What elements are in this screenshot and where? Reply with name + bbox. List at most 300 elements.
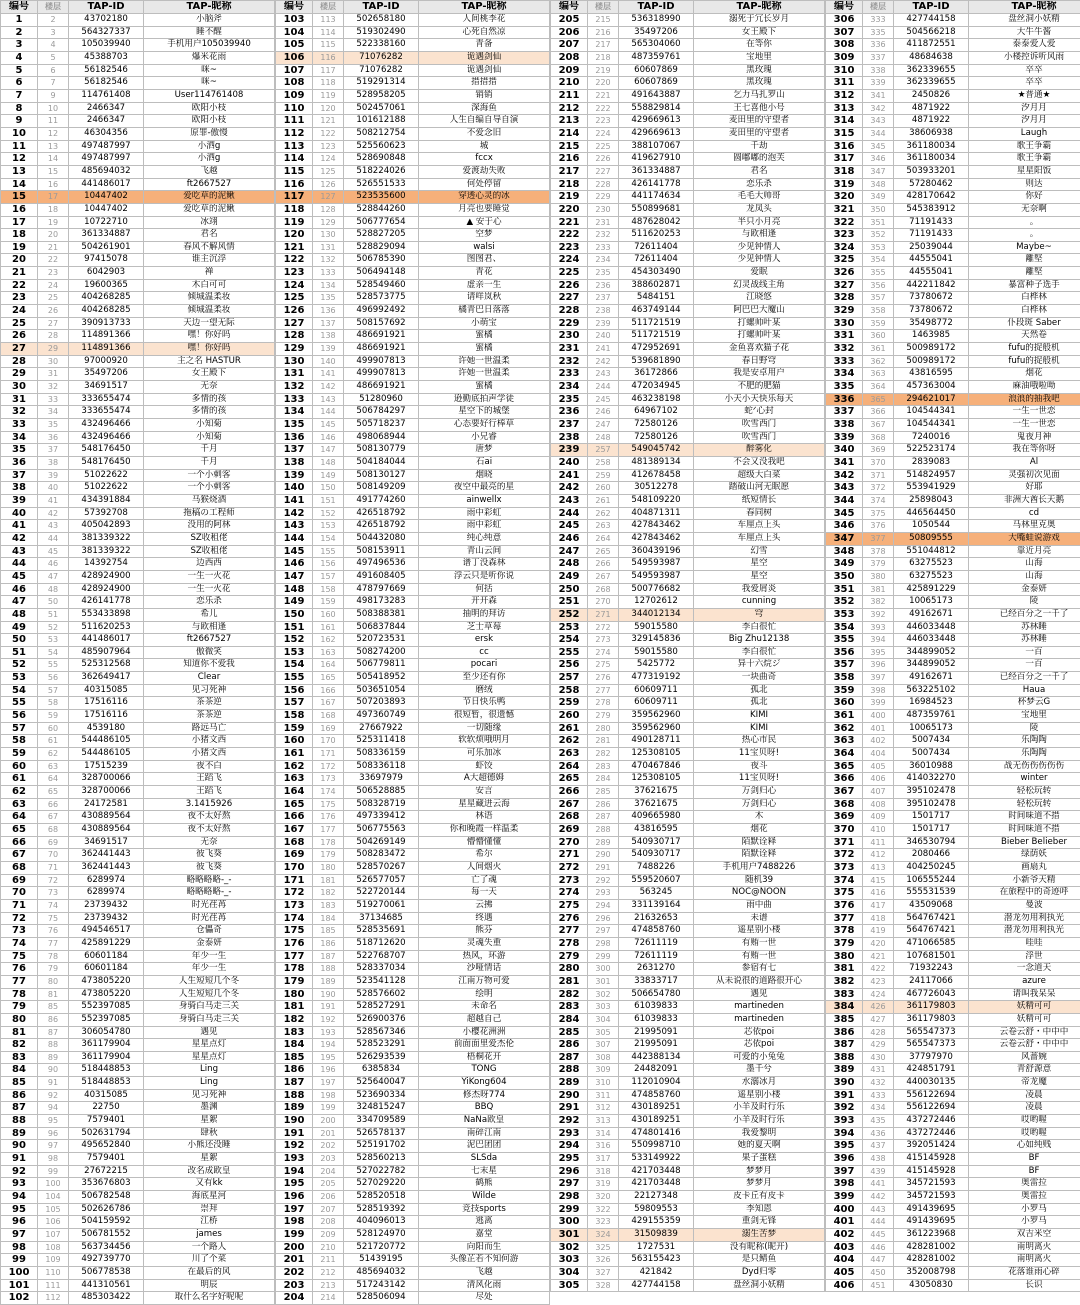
table-row xyxy=(1,1279,275,1292)
cell-floor: 445 xyxy=(863,1229,894,1242)
cell-floor: 145 xyxy=(313,419,344,432)
table-row xyxy=(276,229,550,242)
cell-nickname: 幻灵战线主角 xyxy=(694,279,825,292)
cell-floor: 439 xyxy=(863,1165,894,1178)
cell-tap-id: 17516116 xyxy=(69,710,144,723)
cell-number: 177 xyxy=(276,950,313,963)
cell-number: 333 xyxy=(826,355,863,368)
cell-floor: 299 xyxy=(588,950,619,963)
header-floor: 楼层 xyxy=(588,1,619,14)
cell-nickname: 飞越 xyxy=(144,165,275,178)
cell-number: 402 xyxy=(826,1229,863,1242)
table-row xyxy=(551,381,825,394)
cell-tap-id: 56182546 xyxy=(69,64,144,77)
cell-floor: 18 xyxy=(38,203,69,216)
cell-tap-id: 485694032 xyxy=(344,1266,419,1279)
cell-tap-id: 446564450 xyxy=(894,507,969,520)
cell-number: 271 xyxy=(551,849,588,862)
cell-floor: 59 xyxy=(38,710,69,723)
table-row xyxy=(551,583,825,596)
cell-tap-id: 486691921 xyxy=(344,381,419,394)
cell-number: 108 xyxy=(276,77,313,90)
cell-number: 348 xyxy=(826,545,863,558)
table-row xyxy=(826,317,1080,330)
cell-floor: 234 xyxy=(588,254,619,267)
cell-number: 291 xyxy=(551,1102,588,1115)
cell-number: 263 xyxy=(551,748,588,761)
cell-number: 41 xyxy=(1,520,38,533)
cell-nickname: 手机用户105039940 xyxy=(144,39,275,52)
cell-number: 388 xyxy=(826,1051,863,1064)
cell-nickname: 亡了魂 xyxy=(419,874,550,887)
cell-nickname: 明辰 xyxy=(144,1279,275,1292)
cell-number: 252 xyxy=(551,608,588,621)
cell-nickname: 圆嘟嘟的泡芙 xyxy=(694,153,825,166)
cell-nickname: 许她一世温柔 xyxy=(419,368,550,381)
cell-tap-id: 430189251 xyxy=(619,1102,694,1115)
cell-nickname: 星星阳饭 xyxy=(969,165,1080,178)
cell-floor: 168 xyxy=(313,710,344,723)
cell-number: 47 xyxy=(1,596,38,609)
cell-number: 242 xyxy=(551,482,588,495)
table-row xyxy=(1,735,275,748)
cell-nickname: SZ收租佬 xyxy=(144,545,275,558)
cell-number: 180 xyxy=(276,988,313,1001)
cell-floor: 46 xyxy=(38,558,69,571)
cell-nickname: TONG xyxy=(419,1064,550,1077)
cell-tap-id: 395102478 xyxy=(894,786,969,799)
cell-tap-id: 518224026 xyxy=(344,165,419,178)
cell-floor: 286 xyxy=(588,798,619,811)
cell-number: 378 xyxy=(826,925,863,938)
cell-nickname: 潜龙勿用利执光 xyxy=(969,925,1080,938)
table-row xyxy=(551,1077,825,1090)
cell-number: 223 xyxy=(551,241,588,254)
cell-tap-id: 528124970 xyxy=(344,1229,419,1242)
cell-number: 137 xyxy=(276,444,313,457)
cell-nickname: 至少还有你 xyxy=(419,672,550,685)
cell-nickname: 天然卷 xyxy=(969,330,1080,343)
cell-nickname: 乐陶陶 xyxy=(969,748,1080,761)
cell-tap-id: 499907813 xyxy=(344,368,419,381)
table-row xyxy=(551,165,825,178)
cell-nickname: 睡不醒 xyxy=(144,26,275,39)
cell-nickname: 雨中彩虹 xyxy=(419,520,550,533)
cell-number: 29 xyxy=(1,368,38,381)
cell-floor: 238 xyxy=(588,305,619,318)
cell-number: 135 xyxy=(276,419,313,432)
table-row xyxy=(826,507,1080,520)
table-row xyxy=(551,1026,825,1039)
cell-tap-id: 361223968 xyxy=(894,1229,969,1242)
cell-number: 321 xyxy=(826,203,863,216)
table-row xyxy=(276,115,550,128)
cell-number: 314 xyxy=(826,115,863,128)
cell-floor: 399 xyxy=(863,697,894,710)
cell-nickname: 孤北 xyxy=(694,697,825,710)
table-row xyxy=(1,51,275,64)
cell-tap-id: 24117066 xyxy=(894,975,969,988)
cell-nickname: 一生一火花 xyxy=(144,583,275,596)
cell-nickname: 许她一世温柔 xyxy=(419,355,550,368)
cell-tap-id: 540930717 xyxy=(619,836,694,849)
table-row xyxy=(551,1013,825,1026)
cell-number: 65 xyxy=(1,824,38,837)
cell-nickname: 绘明 xyxy=(419,988,550,1001)
cell-number: 286 xyxy=(551,1039,588,1052)
cell-floor: 420 xyxy=(863,937,894,950)
cell-number: 183 xyxy=(276,1026,313,1039)
cell-nickname: 销销 xyxy=(419,89,550,102)
cell-nickname: 星絮 xyxy=(144,1115,275,1128)
cell-tap-id: 440030135 xyxy=(894,1077,969,1090)
cell-floor: 367 xyxy=(863,419,894,432)
cell-tap-id: 60607869 xyxy=(619,77,694,90)
cell-tap-id: 361334887 xyxy=(69,229,144,242)
cell-number: 213 xyxy=(551,115,588,128)
cell-tap-id: 97000920 xyxy=(69,355,144,368)
table-row xyxy=(826,975,1080,988)
cell-number: 264 xyxy=(551,760,588,773)
table-row xyxy=(551,393,825,406)
cell-number: 389 xyxy=(826,1064,863,1077)
cell-floor: 113 xyxy=(313,14,344,27)
cell-tap-id: 60601184 xyxy=(69,963,144,976)
cell-floor: 202 xyxy=(313,1140,344,1153)
cell-tap-id: 428281002 xyxy=(894,1241,969,1254)
cell-tap-id: 506775563 xyxy=(344,824,419,837)
cell-nickname: 金泰妍 xyxy=(144,937,275,950)
table-row xyxy=(551,140,825,153)
cell-nickname: 双吉米空 xyxy=(969,1229,1080,1242)
cell-number: 396 xyxy=(826,1153,863,1166)
cell-nickname: BBQ xyxy=(419,1102,550,1115)
cell-tap-id: 421703448 xyxy=(619,1178,694,1191)
table-row xyxy=(276,305,550,318)
cell-tap-id: 361179904 xyxy=(69,1051,144,1064)
cell-tap-id: 478797669 xyxy=(344,583,419,596)
cell-tap-id: 37134685 xyxy=(344,912,419,925)
cell-floor: 133 xyxy=(313,267,344,280)
cell-number: 89 xyxy=(1,1127,38,1140)
cell-nickname: 仓儡奇 xyxy=(144,925,275,938)
table-row xyxy=(551,343,825,356)
table-row xyxy=(551,532,825,545)
cell-tap-id: 506781552 xyxy=(69,1229,144,1242)
table-row xyxy=(551,406,825,419)
cell-nickname: 禅 xyxy=(144,267,275,280)
cell-number: 266 xyxy=(551,786,588,799)
cell-floor: 281 xyxy=(588,735,619,748)
table-row xyxy=(1,203,275,216)
cell-tap-id: 404268285 xyxy=(69,305,144,318)
cell-nickname: 安言 xyxy=(419,786,550,799)
cell-floor: 160 xyxy=(313,608,344,621)
cell-number: 376 xyxy=(826,899,863,912)
cell-nickname: 盘丝洞小妖精 xyxy=(694,1279,825,1292)
table-row xyxy=(826,520,1080,533)
table-row xyxy=(826,77,1080,90)
cell-number: 256 xyxy=(551,659,588,672)
table-row xyxy=(551,988,825,1001)
cell-number: 316 xyxy=(826,140,863,153)
cell-number: 234 xyxy=(551,381,588,394)
cell-nickname: 果子蛋糕 xyxy=(694,1153,825,1166)
cell-floor: 14 xyxy=(38,153,69,166)
table-row xyxy=(826,925,1080,938)
cell-nickname: 王蹈飞 xyxy=(144,773,275,786)
cell-tap-id: 57392708 xyxy=(69,507,144,520)
header-floor: 楼层 xyxy=(863,1,894,14)
cell-nickname: 小羊及时行乐 xyxy=(694,1102,825,1115)
cell-tap-id: 59015580 xyxy=(619,646,694,659)
cell-tap-id: 51280960 xyxy=(344,393,419,406)
cell-tap-id: 564327337 xyxy=(69,26,144,39)
cell-tap-id: 6042903 xyxy=(69,267,144,280)
cell-number: 381 xyxy=(826,963,863,976)
cell-number: 392 xyxy=(826,1102,863,1115)
cell-floor: 39 xyxy=(38,469,69,482)
cell-nickname: 虚亲一生 xyxy=(419,279,550,292)
cell-number: 259 xyxy=(551,697,588,710)
cell-tap-id: 37621675 xyxy=(619,786,694,799)
table-row xyxy=(551,317,825,330)
cell-number: 300 xyxy=(551,1216,588,1229)
table-row xyxy=(276,1203,550,1216)
cell-number: 112 xyxy=(276,127,313,140)
cell-nickname: 逃离 xyxy=(419,1216,550,1229)
cell-nickname: 逊勤底拍声学徒 xyxy=(419,393,550,406)
table-row xyxy=(1,1026,275,1039)
table-row xyxy=(1,279,275,292)
cell-floor: 109 xyxy=(38,1254,69,1267)
cell-number: 111 xyxy=(276,115,313,128)
cell-floor: 311 xyxy=(588,1089,619,1102)
cell-tap-id: 427843462 xyxy=(619,532,694,545)
cell-floor: 88 xyxy=(38,1039,69,1052)
cell-number: 237 xyxy=(551,419,588,432)
cell-nickname: 拖稿の工程师 xyxy=(144,507,275,520)
cell-floor: 231 xyxy=(588,216,619,229)
cell-tap-id: 492739770 xyxy=(69,1254,144,1267)
table-row xyxy=(826,748,1080,761)
table-row xyxy=(551,153,825,166)
table-row xyxy=(551,836,825,849)
cell-floor: 47 xyxy=(38,570,69,583)
cell-number: 161 xyxy=(276,748,313,761)
cell-nickname: 城 xyxy=(419,140,550,153)
cell-nickname: 麦田里的守望者 xyxy=(694,115,825,128)
cell-number: 131 xyxy=(276,368,313,381)
cell-floor: 96 xyxy=(38,1127,69,1140)
cell-nickname: 没用的阿林 xyxy=(144,520,275,533)
cell-tap-id: 506779811 xyxy=(344,659,419,672)
cell-number: 139 xyxy=(276,469,313,482)
cell-number: 301 xyxy=(551,1229,588,1242)
cell-nickname: 灵强初次见面 xyxy=(969,469,1080,482)
cell-floor: 117 xyxy=(313,64,344,77)
cell-number: 280 xyxy=(551,963,588,976)
table-row xyxy=(1,1064,275,1077)
cell-number: 2 xyxy=(1,26,38,39)
table-row xyxy=(551,786,825,799)
cell-floor: 262 xyxy=(588,507,619,520)
cell-tap-id: 556122694 xyxy=(894,1089,969,1102)
cell-number: 192 xyxy=(276,1140,313,1153)
cell-nickname: 心死自然凉 xyxy=(419,26,550,39)
cell-number: 358 xyxy=(826,672,863,685)
table-row xyxy=(551,1140,825,1153)
cell-nickname: 夜不白 xyxy=(144,760,275,773)
cell-floor: 138 xyxy=(313,330,344,343)
table-row xyxy=(551,570,825,583)
cell-number: 370 xyxy=(826,824,863,837)
cell-tap-id: 563225102 xyxy=(894,684,969,697)
cell-nickname: 妖精可可 xyxy=(969,1013,1080,1026)
cell-nickname: 帝龙魔 xyxy=(969,1077,1080,1090)
cell-tap-id: 1501717 xyxy=(894,811,969,824)
cell-nickname: 陵 xyxy=(969,722,1080,735)
cell-number: 78 xyxy=(1,988,38,1001)
table-row xyxy=(826,241,1080,254)
cell-number: 101 xyxy=(1,1279,38,1292)
cell-number: 207 xyxy=(551,39,588,52)
table-row xyxy=(826,1191,1080,1204)
cell-tap-id: 45388703 xyxy=(69,51,144,64)
cell-number: 178 xyxy=(276,963,313,976)
table-row xyxy=(826,343,1080,356)
table-row xyxy=(826,254,1080,267)
cell-tap-id: 361179904 xyxy=(69,1039,144,1052)
cell-tap-id: 463749144 xyxy=(619,305,694,318)
table-row xyxy=(551,51,825,64)
table-row xyxy=(826,191,1080,204)
header-row xyxy=(1,1,275,14)
cell-number: 87 xyxy=(1,1102,38,1115)
cell-nickname: Wilde xyxy=(419,1191,550,1204)
cell-nickname: 轻松玩转 xyxy=(969,798,1080,811)
cell-tap-id: 71076282 xyxy=(344,51,419,64)
cell-nickname: 麻油哦啦呦 xyxy=(969,381,1080,394)
cell-nickname: 小兄睿 xyxy=(419,431,550,444)
table-row xyxy=(551,1241,825,1254)
cell-number: 302 xyxy=(551,1241,588,1254)
table-row xyxy=(551,482,825,495)
cell-tap-id: 359562960 xyxy=(619,710,694,723)
cell-floor: 139 xyxy=(313,343,344,356)
cell-number: 343 xyxy=(826,482,863,495)
cell-nickname: 希尔 xyxy=(419,849,550,862)
cell-floor: 428 xyxy=(863,1026,894,1039)
cell-floor: 317 xyxy=(588,1153,619,1166)
cell-nickname: 何处停留 xyxy=(419,178,550,191)
cell-nickname: 在等你 xyxy=(694,39,825,52)
cell-floor: 240 xyxy=(588,330,619,343)
cell-nickname: Bieber Belieber xyxy=(969,836,1080,849)
table-row xyxy=(551,431,825,444)
cell-floor: 158 xyxy=(313,583,344,596)
table-row xyxy=(1,1140,275,1153)
table-row xyxy=(551,241,825,254)
cell-nickname: 略略略略-_- xyxy=(144,887,275,900)
table-row xyxy=(1,178,275,191)
cell-tap-id: 486691921 xyxy=(344,330,419,343)
table-row xyxy=(551,89,825,102)
cell-floor: 297 xyxy=(588,925,619,938)
cell-floor: 41 xyxy=(38,494,69,507)
header-row xyxy=(826,1,1080,14)
cell-tap-id: 64967102 xyxy=(619,406,694,419)
cell-floor: 99 xyxy=(38,1165,69,1178)
cell-number: 159 xyxy=(276,722,313,735)
cell-number: 403 xyxy=(826,1241,863,1254)
cell-nickname: 梦梦月 xyxy=(694,1165,825,1178)
cell-tap-id: 14392754 xyxy=(69,558,144,571)
cell-nickname: 遇见 xyxy=(144,1026,275,1039)
cell-nickname: 夜不太好熬 xyxy=(144,824,275,837)
table-row xyxy=(551,456,825,469)
cell-number: 287 xyxy=(551,1051,588,1064)
cell-nickname: 已经百分之一千了 xyxy=(969,608,1080,621)
cell-tap-id: 112010904 xyxy=(619,1077,694,1090)
cell-number: 332 xyxy=(826,343,863,356)
cell-floor: 206 xyxy=(313,1191,344,1204)
cell-nickname: 蜜橘 xyxy=(419,343,550,356)
cell-floor: 21 xyxy=(38,241,69,254)
cell-nickname: 主之名 HASTUR xyxy=(144,355,275,368)
cell-tap-id: 494546517 xyxy=(69,925,144,938)
cell-tap-id: 563734456 xyxy=(69,1241,144,1254)
table-row xyxy=(551,950,825,963)
cell-tap-id: 551044812 xyxy=(894,545,969,558)
cell-nickname: Ling xyxy=(144,1077,275,1090)
cell-nickname: 君名 xyxy=(144,229,275,242)
cell-tap-id: 425891229 xyxy=(69,937,144,950)
cell-floor: 56 xyxy=(38,672,69,685)
cell-nickname: 小新爷天精 xyxy=(969,874,1080,887)
cell-nickname: 飞越 xyxy=(419,1266,550,1279)
table-row xyxy=(551,545,825,558)
table-row xyxy=(276,140,550,153)
cell-number: 311 xyxy=(826,77,863,90)
cell-nickname: 纸短情长 xyxy=(694,494,825,507)
cell-number: 40 xyxy=(1,507,38,520)
cell-tap-id: 329145836 xyxy=(619,634,694,647)
cell-tap-id: 540930717 xyxy=(619,849,694,862)
cell-nickname: YiKong604 xyxy=(419,1077,550,1090)
cell-tap-id: 71932243 xyxy=(894,963,969,976)
cell-number: 21 xyxy=(1,267,38,280)
cell-number: 6 xyxy=(1,77,38,90)
cell-number: 44 xyxy=(1,558,38,571)
cell-nickname: 苏林睡 xyxy=(969,634,1080,647)
cell-tap-id: 508130127 xyxy=(344,469,419,482)
cell-nickname: 千月 xyxy=(144,456,275,469)
cell-number: 174 xyxy=(276,912,313,925)
cell-number: 353 xyxy=(826,608,863,621)
cell-tap-id: 37621675 xyxy=(619,798,694,811)
cell-tap-id: 503651054 xyxy=(344,684,419,697)
cell-number: 206 xyxy=(551,26,588,39)
cell-tap-id: 33697979 xyxy=(344,773,419,786)
cell-number: 380 xyxy=(826,950,863,963)
cell-nickname: 芯依poi xyxy=(694,1026,825,1039)
table-row xyxy=(276,722,550,735)
cell-number: 75 xyxy=(1,950,38,963)
cell-floor: 92 xyxy=(38,1089,69,1102)
cell-nickname: 马林里克奥 xyxy=(969,520,1080,533)
cell-floor: 444 xyxy=(863,1216,894,1229)
